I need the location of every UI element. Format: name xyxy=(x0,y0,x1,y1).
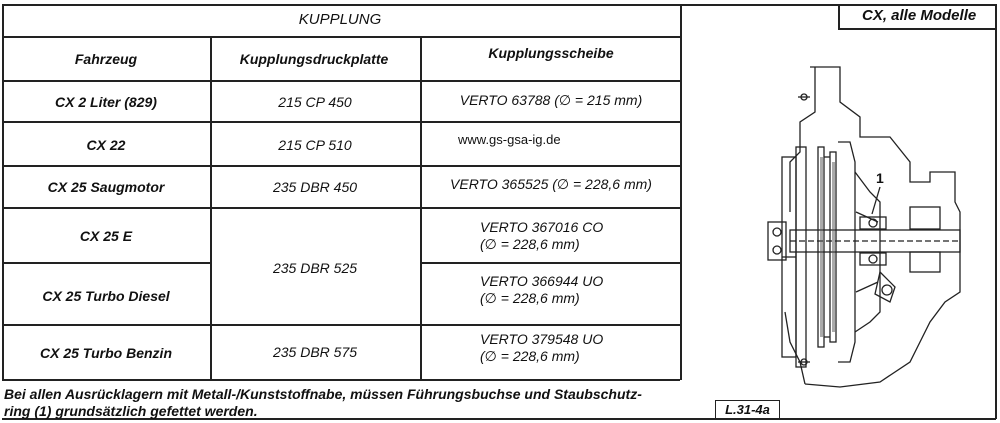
clutch-disc-line-2: (∅ = 228,6 mm) xyxy=(480,348,580,364)
footnote xyxy=(4,386,642,420)
table-bottom-border xyxy=(2,379,680,381)
clutch-disc-line-1: VERTO 379548 UO xyxy=(480,331,604,347)
clutch-disc-line-1: VERTO 367016 CO xyxy=(480,219,604,235)
row-divider-4a xyxy=(2,262,210,264)
row-divider-2 xyxy=(2,165,680,167)
row-divider-1 xyxy=(2,121,680,123)
clutch-disc-cell: VERTO 365525 (∅ = 228,6 mm) xyxy=(450,176,652,192)
clutch-disc-line-2: (∅ = 228,6 mm) xyxy=(480,290,580,306)
col-divider-title xyxy=(680,4,682,380)
clutch-disc-cell xyxy=(480,273,603,307)
vehicle-cell: CX 25 Turbo Diesel xyxy=(42,288,170,304)
vehicle-cell: CX 25 Turbo Benzin xyxy=(40,345,172,361)
vehicle-cell: CX 25 E xyxy=(79,228,133,244)
pressure-plate-cell: 235 DBR 575 xyxy=(272,344,358,360)
row-divider-4b xyxy=(420,262,680,264)
clutch-disc-line-2: (∅ = 228,6 mm) xyxy=(480,236,580,252)
clutch-disc-cell: VERTO 63788 (∅ = 215 mm) xyxy=(459,92,643,108)
website-watermark[interactable]: www.gs-gsa-ig.de xyxy=(458,132,561,147)
footnote-line-1: Bei allen Ausrücklagern mit Metall-/Kunststoffnabe, müssen Führungsbuchse und Staubschutz- xyxy=(4,386,642,402)
table-top-border xyxy=(2,4,996,6)
col-divider-models xyxy=(838,4,840,29)
clutch-disc-cell xyxy=(480,331,603,365)
pressure-plate-cell-merged: 235 DBR 525 xyxy=(272,260,358,276)
row-divider-3 xyxy=(2,207,680,209)
column-header-clutch-disc: Kupplungsscheibe xyxy=(488,45,614,61)
clutch-cross-section-diagram xyxy=(760,62,970,392)
vehicle-cell: CX 22 xyxy=(86,137,126,153)
title-row-divider xyxy=(2,36,680,38)
pressure-plate-cell: 235 DBR 450 xyxy=(272,179,358,195)
table-right-border xyxy=(995,4,997,419)
vehicle-cell: CX 25 Saugmotor xyxy=(47,179,165,195)
column-header-vehicle: Fahrzeug xyxy=(74,51,138,67)
models-cell-bottom xyxy=(838,28,996,30)
vehicle-cell: CX 2 Liter (829) xyxy=(55,94,157,110)
pressure-plate-cell: 215 CP 510 xyxy=(278,137,352,153)
pressure-plate-cell: 215 CP 450 xyxy=(278,94,352,110)
clutch-disc-cell xyxy=(480,219,603,253)
figure-reference: L.31-4a xyxy=(715,400,780,420)
footnote-line-2: ring (1) grundsätzlich gefettet werden. xyxy=(4,403,258,419)
section-title: KUPPLUNG xyxy=(298,11,382,28)
row-divider-5 xyxy=(2,324,680,326)
models-label: CX, alle Modelle xyxy=(862,7,977,24)
clutch-disc-line-1: VERTO 366944 UO xyxy=(480,273,604,289)
diagram-callout-1: 1 xyxy=(876,170,884,186)
column-header-pressure-plate: Kupplungsdruckplatte xyxy=(239,51,389,67)
row-divider-header xyxy=(2,80,680,82)
